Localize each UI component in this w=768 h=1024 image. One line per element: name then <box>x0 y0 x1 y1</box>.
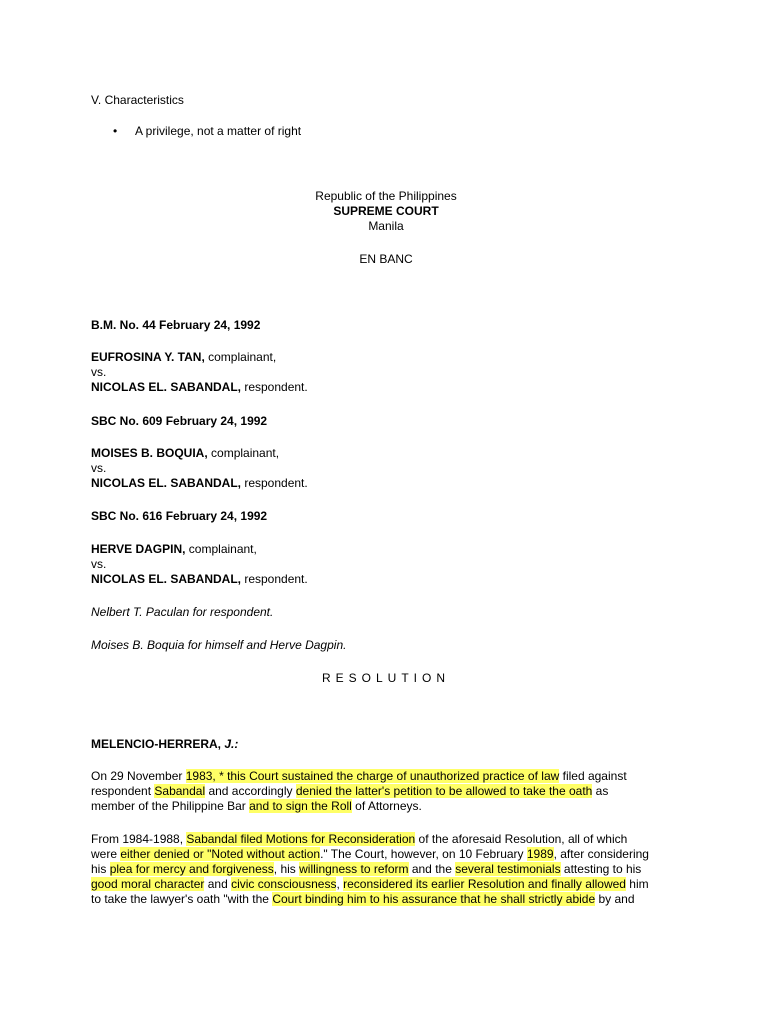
ponente <box>91 737 238 752</box>
counsel-complainants: Moises B. Boquia for himself and Herve Dagpin. <box>91 638 347 652</box>
complainant-line <box>91 350 276 365</box>
text-run: his <box>91 862 110 876</box>
text-run: and the <box>408 862 456 876</box>
highlighted-text: plea for mercy and forgiveness <box>109 862 274 876</box>
highlighted-text: Sabandal <box>154 784 206 798</box>
versus: vs. <box>91 557 107 571</box>
counsel-respondent: Nelbert T. Paculan for respondent. <box>91 605 274 619</box>
highlighted-text: denied the latter's petition to be allowed to take the oath <box>295 784 593 798</box>
text-run: On 29 November <box>91 769 186 783</box>
text-run: attesting to his <box>560 862 642 876</box>
respondent-role: respondent. <box>241 572 308 586</box>
case-number: SBC No. 609 February 24, 1992 <box>91 414 268 428</box>
respondent-line <box>91 572 308 587</box>
section-heading: V. Characteristics <box>91 93 184 107</box>
text-run: , <box>336 877 344 891</box>
highlighted-text: good moral character <box>91 877 205 891</box>
highlighted-text: 1989 <box>526 847 554 861</box>
respondent-name: NICOLAS EL. SABANDAL, <box>91 380 241 394</box>
text-run: filed against <box>559 769 627 783</box>
paragraph-line <box>91 769 627 784</box>
text-run: From 1984-1988, <box>91 832 187 846</box>
complainant-role: complainant, <box>207 446 280 460</box>
complainant-line <box>91 542 257 557</box>
respondent-role: respondent. <box>241 380 308 394</box>
respondent-name: NICOLAS EL. SABANDAL, <box>91 572 241 586</box>
respondent-role: respondent. <box>241 476 308 490</box>
paragraph-line <box>91 877 649 892</box>
paragraph-line <box>91 784 608 799</box>
case-number: B.M. No. 44 February 24, 1992 <box>91 318 261 332</box>
text-run: as <box>592 784 609 798</box>
highlighted-text: Sabandal filed Motions for Reconsideration <box>186 832 416 846</box>
text-run: member of the Philippine Bar <box>91 799 250 813</box>
complainant-name: HERVE DAGPIN, <box>91 542 186 556</box>
highlighted-text: willingness to reform <box>299 862 409 876</box>
text-run: , his <box>273 862 300 876</box>
text-run: and <box>204 877 232 891</box>
paragraph-line <box>91 799 422 814</box>
text-run: of the aforesaid Resolution, all of which <box>415 832 628 846</box>
highlighted-text: civic consciousness <box>231 877 337 891</box>
highlighted-text: 1983, * this Court sustained the charge of unauthorized practice of law <box>185 769 560 783</box>
versus: vs. <box>91 365 107 379</box>
header-city: Manila <box>368 219 404 233</box>
case-number: SBC No. 616 February 24, 1992 <box>91 509 268 523</box>
highlighted-text: either denied or "Noted without action <box>120 847 321 861</box>
highlighted-text: reconsidered its earlier Resolution and finally allowed <box>343 877 626 891</box>
versus: vs. <box>91 461 107 475</box>
complainant-line <box>91 446 279 461</box>
text-run: to take the lawyer's oath "with the <box>91 892 273 906</box>
ponente-title: J.: <box>221 737 239 751</box>
text-run: ." The Court, however, on 10 February <box>320 847 527 861</box>
respondent-name: NICOLAS EL. SABANDAL, <box>91 476 241 490</box>
text-run: were <box>91 847 121 861</box>
paragraph-line <box>91 892 635 907</box>
respondent-line <box>91 476 308 491</box>
paragraph-line <box>91 847 649 862</box>
paragraph-line <box>91 832 627 847</box>
header-division: EN BANC <box>359 252 413 266</box>
highlighted-text: several testimonials <box>455 862 561 876</box>
complainant-role: complainant, <box>204 350 277 364</box>
text-run: of Attorneys. <box>351 799 422 813</box>
resolution-title: RESOLUTION <box>321 671 450 685</box>
text-run: respondent <box>91 784 155 798</box>
respondent-line <box>91 380 308 395</box>
header-republic: Republic of the Philippines <box>315 189 457 203</box>
header-court: SUPREME COURT <box>333 204 439 218</box>
ponente-name: MELENCIO-HERRERA, <box>91 737 222 751</box>
highlighted-text: Court binding him to his assurance that he shall strictly abide <box>272 892 596 906</box>
bullet-glyph: • <box>113 124 118 138</box>
text-run: him <box>625 877 649 891</box>
highlighted-text: and to sign the Roll <box>249 799 352 813</box>
text-run: by and <box>595 892 635 906</box>
complainant-role: complainant, <box>185 542 257 556</box>
text-run: , after considering <box>553 847 649 861</box>
bullet-item: A privilege, not a matter of right <box>135 124 302 138</box>
paragraph-line <box>91 862 641 877</box>
complainant-name: EUFROSINA Y. TAN, <box>91 350 205 364</box>
text-run: and accordingly <box>205 784 296 798</box>
complainant-name: MOISES B. BOQUIA, <box>91 446 208 460</box>
